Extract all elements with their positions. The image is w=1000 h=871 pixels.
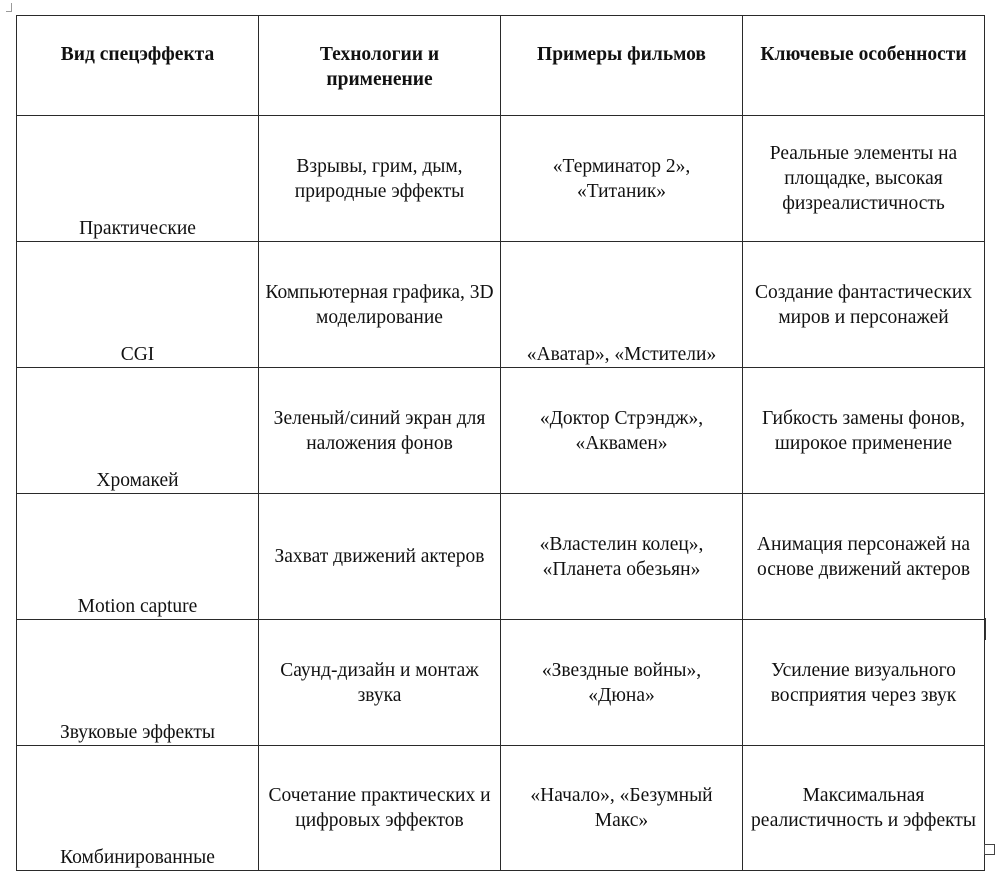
cell-effect-type: Звуковые эффекты [17, 620, 259, 746]
cell-key-features: Анимация персонажей на основе движений актеров [743, 494, 985, 620]
cell-film-examples: «Звездные войны», «Дюна» [501, 620, 743, 746]
header-film-examples: Примеры фильмов [501, 16, 743, 116]
cell-film-examples: «Аватар», «Мстители» [501, 242, 743, 368]
cell-effect-type: Практические [17, 116, 259, 242]
cell-key-features: Усиление визуального восприятия через звук [743, 620, 985, 746]
cell-film-examples: «Доктор Стрэндж», «Аквамен» [501, 368, 743, 494]
table-resize-handle[interactable] [984, 844, 995, 855]
cell-film-examples: «Властелин колец», «Планета обезьян» [501, 494, 743, 620]
table-row [17, 494, 985, 620]
cell-technology: Сочетание практических и цифровых эффектов [259, 746, 501, 871]
cell-key-features: Гибкость замены фонов, широкое применение [743, 368, 985, 494]
text-cursor [985, 618, 986, 640]
cell-film-examples: «Начало», «Безумный Макс» [501, 746, 743, 871]
special-effects-table [16, 15, 985, 871]
cell-key-features: Максимальная реалистичность и эффекты [743, 746, 985, 871]
cell-effect-type: Хромакей [17, 368, 259, 494]
cell-technology: Саунд-дизайн и монтаж звука [259, 620, 501, 746]
cell-technology: Взрывы, грим, дым, природные эффекты [259, 116, 501, 242]
cell-technology: Захват движений актеров [259, 494, 501, 620]
cell-key-features: Создание фантастических миров и персонажей [743, 242, 985, 368]
table-row [17, 746, 985, 871]
cell-effect-type: CGI [17, 242, 259, 368]
cell-technology: Компьютерная графика, 3D моделирование [259, 242, 501, 368]
table-row [17, 116, 985, 242]
cell-technology: Зеленый/синий экран для наложения фонов [259, 368, 501, 494]
table-header-row [17, 16, 985, 116]
table-row [17, 368, 985, 494]
header-technology: Технологии и применение [259, 16, 501, 116]
table-row [17, 242, 985, 368]
cell-effect-type: Motion capture [17, 494, 259, 620]
header-key-features: Ключевые особенности [743, 16, 985, 116]
cell-key-features: Реальные элементы на площадке, высокая физреалистичность [743, 116, 985, 242]
cell-film-examples: «Терминатор 2», «Титаник» [501, 116, 743, 242]
page-corner-mark [6, 3, 12, 12]
table-row [17, 620, 985, 746]
header-effect-type: Вид спецэффекта [17, 16, 259, 116]
cell-effect-type: Комбинированные [17, 746, 259, 871]
